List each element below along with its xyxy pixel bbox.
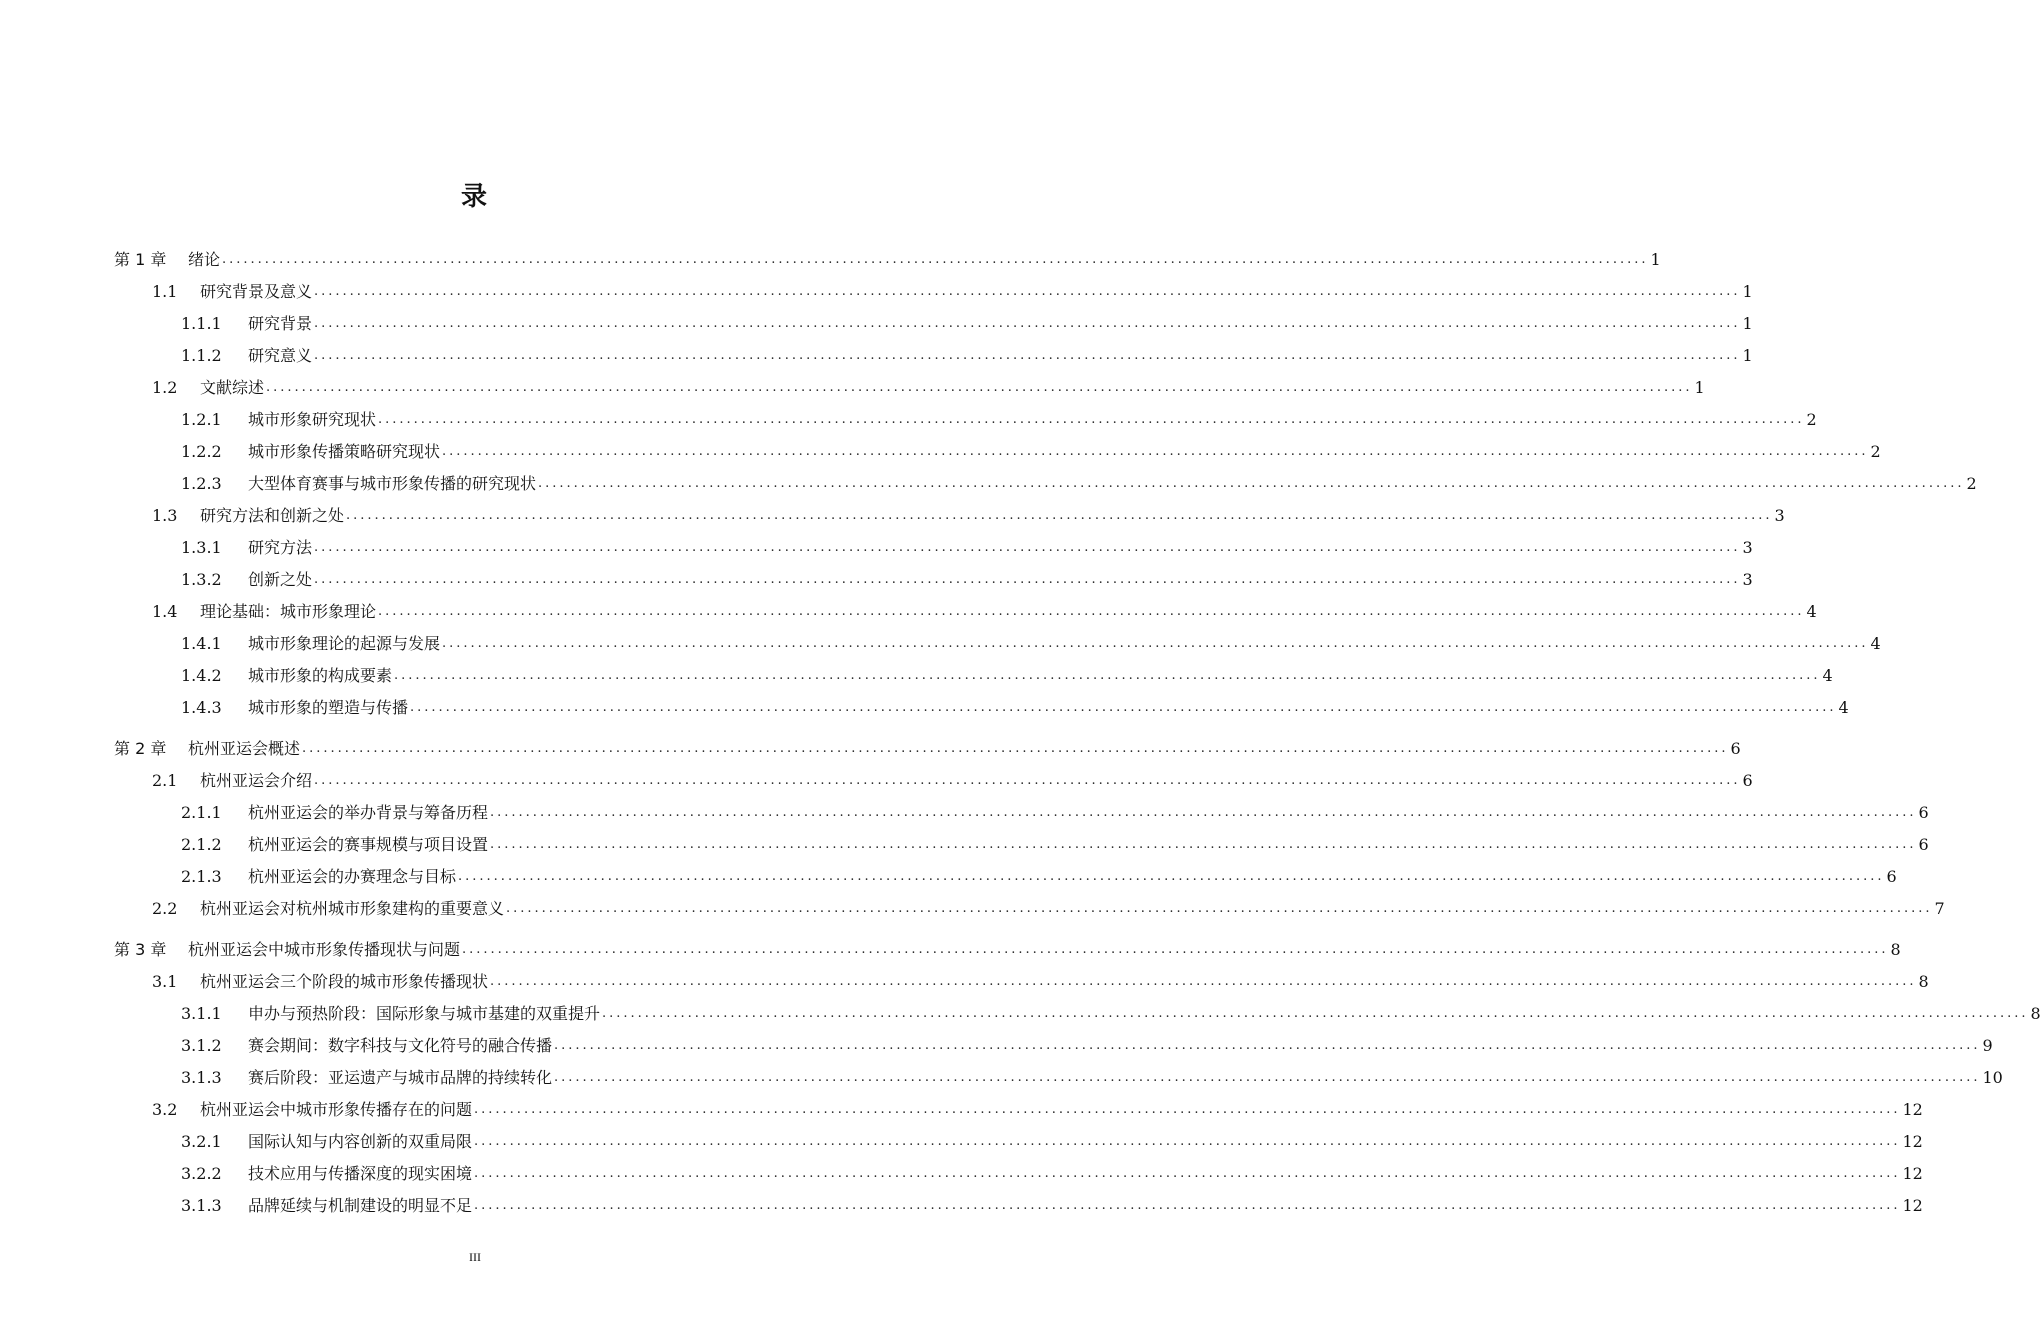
toc-dot-leader: ........................................................................................................................................................................................................ [490, 974, 1917, 989]
toc-page-number: 1 [1694, 378, 1705, 397]
toc-entry-title: 研究背景 [248, 314, 313, 333]
toc-entry-title: 城市形象传播策略研究现状 [248, 442, 441, 461]
toc-entry-number: 第 2 章 [114, 739, 167, 758]
toc-section-entry[interactable] [0, 966, 1929, 998]
toc-section-entry[interactable] [0, 340, 1753, 372]
page-number: III [469, 1250, 481, 1264]
toc-dot-leader: ........................................................................................................................................................................................................ [378, 412, 1805, 427]
toc-entry-number: 3.2 [152, 1100, 178, 1119]
toc-entry-number: 1.3.1 [181, 538, 222, 557]
toc-page-number: 1 [1742, 314, 1753, 333]
toc-entry-title: 城市形象研究现状 [248, 410, 377, 429]
toc-dot-leader: ........................................................................................................................................................................................................ [474, 1102, 1901, 1117]
toc-section-entry[interactable] [0, 500, 1785, 532]
toc-page-number: 2 [1806, 410, 1817, 429]
toc-page-number: 3 [1742, 538, 1753, 557]
toc-chapter-entry[interactable] [0, 733, 1741, 765]
toc-entry-title: 杭州亚运会的赛事规模与项目设置 [248, 835, 489, 854]
toc-section-entry[interactable] [0, 532, 1753, 564]
toc-page-number: 1 [1650, 250, 1661, 269]
toc-page-number: 6 [1886, 867, 1897, 886]
toc-entry-title: 文献综述 [200, 378, 265, 397]
toc-section-entry[interactable] [0, 1030, 1993, 1062]
toc-entry-title: 研究方法 [248, 538, 313, 557]
toc-section-entry[interactable] [0, 660, 1833, 692]
toc-section-entry[interactable] [0, 1158, 1923, 1190]
toc-entry-number: 1.3 [152, 506, 178, 525]
toc-dot-leader: ........................................................................................................................................................................................................ [314, 284, 1741, 299]
toc-section-entry[interactable] [0, 797, 1929, 829]
toc-dot-leader: ........................................................................................................................................................................................................ [346, 508, 1773, 523]
toc-entry-title: 城市形象理论的起源与发展 [248, 634, 441, 653]
toc-page-number: 12 [1902, 1164, 1923, 1183]
toc-page-number: 8 [1918, 972, 1929, 991]
toc-section-entry[interactable] [0, 1126, 1923, 1158]
toc-entry-number: 3.1 [152, 972, 178, 991]
toc-section-entry[interactable] [0, 861, 1897, 893]
toc-dot-leader: ........................................................................................................................................................................................................ [538, 476, 1965, 491]
toc-dot-leader: ........................................................................................................................................................................................................ [302, 741, 1729, 756]
toc-section-entry[interactable] [0, 468, 1977, 500]
toc-section-entry[interactable] [0, 596, 1817, 628]
toc-section-entry[interactable] [0, 998, 2041, 1030]
toc-page-number: 6 [1730, 739, 1741, 758]
toc-section-entry[interactable] [0, 564, 1753, 596]
toc-dot-leader: ........................................................................................................................................................................................................ [474, 1198, 1901, 1213]
toc-dot-leader: ........................................................................................................................................................................................................ [506, 901, 1933, 916]
toc-page-number: 1 [1742, 346, 1753, 365]
toc-page-number: 3 [1742, 570, 1753, 589]
toc-page-number: 4 [1838, 698, 1849, 717]
toc-section-entry[interactable] [0, 404, 1817, 436]
toc-entry-number: 3.2.1 [181, 1132, 222, 1151]
toc-dot-leader: ........................................................................................................................................................................................................ [554, 1070, 1981, 1085]
toc-entry-title: 大型体育赛事与城市形象传播的研究现状 [248, 474, 537, 493]
toc-page-number: 10 [1982, 1068, 2003, 1087]
toc-entry-title: 杭州亚运会中城市形象传播存在的问题 [200, 1100, 473, 1119]
toc-dot-leader: ........................................................................................................................................................................................................ [314, 348, 1741, 363]
toc-page-number: 3 [1774, 506, 1785, 525]
toc-entry-number: 1.3.2 [181, 570, 222, 589]
toc-section-entry[interactable] [0, 765, 1753, 797]
toc-entry-title: 创新之处 [248, 570, 313, 589]
toc-entry-title: 杭州亚运会概述 [188, 739, 301, 758]
toc-dot-leader: ........................................................................................................................................................................................................ [442, 636, 1869, 651]
toc-section-entry[interactable] [0, 1062, 2003, 1094]
toc-entry-number: 2.1.2 [181, 835, 222, 854]
toc-dot-leader: ........................................................................................................................................................................................................ [314, 572, 1741, 587]
toc-dot-leader: ........................................................................................................................................................................................................ [462, 942, 1889, 957]
toc-entry-number: 第 1 章 [114, 250, 167, 269]
toc-dot-leader: ........................................................................................................................................................................................................ [314, 540, 1741, 555]
toc-page-number: 12 [1902, 1100, 1923, 1119]
toc-entry-title: 杭州亚运会三个阶段的城市形象传播现状 [200, 972, 489, 991]
toc-dot-leader: ........................................................................................................................................................................................................ [394, 668, 1821, 683]
toc-entry-number: 1.2.1 [181, 410, 222, 429]
toc-entry-number: 2.2 [152, 899, 178, 918]
toc-page-number: 12 [1902, 1196, 1923, 1215]
toc-section-entry[interactable] [0, 1094, 1923, 1126]
toc-dot-leader: ........................................................................................................................................................................................................ [314, 773, 1741, 788]
toc-title: 录 [460, 182, 489, 212]
toc-dot-leader: ........................................................................................................................................................................................................ [442, 444, 1869, 459]
toc-page-number: 9 [1982, 1036, 1993, 1055]
toc-entry-number: 2.1.1 [181, 803, 222, 822]
toc-entry-number: 第 3 章 [114, 940, 167, 959]
toc-entry-title: 技术应用与传播深度的现实困境 [248, 1164, 473, 1183]
toc-entry-number: 1.1.1 [181, 314, 222, 333]
toc-entry-number: 3.2.2 [181, 1164, 222, 1183]
toc-dot-leader: ........................................................................................................................................................................................................ [602, 1006, 2029, 1021]
toc-entry-title: 国际认知与内容创新的双重局限 [248, 1132, 473, 1151]
toc-section-entry[interactable] [0, 372, 1705, 404]
toc-page-number: 8 [1890, 940, 1901, 959]
toc-section-entry[interactable] [0, 829, 1929, 861]
toc-page-number: 6 [1742, 771, 1753, 790]
toc-entry-title: 城市形象的塑造与传播 [248, 698, 409, 717]
toc-entry-number: 2.1 [152, 771, 178, 790]
toc-chapter-entry[interactable] [0, 934, 1901, 966]
toc-dot-leader: ........................................................................................................................................................................................................ [474, 1134, 1901, 1149]
toc-entry-title: 赛会期间：数字科技与文化符号的融合传播 [248, 1036, 553, 1055]
toc-dot-leader: ........................................................................................................................................................................................................ [378, 604, 1805, 619]
toc-entry-number: 1.4.2 [181, 666, 222, 685]
toc-section-entry[interactable] [0, 1190, 1923, 1222]
toc-section-entry[interactable] [0, 692, 1849, 724]
toc-entry-number: 1.2.3 [181, 474, 222, 493]
toc-entry-title: 理论基础：城市形象理论 [200, 602, 377, 621]
toc-entry-number: 3.1.2 [181, 1036, 222, 1055]
toc-entry-number: 1.1.2 [181, 346, 222, 365]
toc-chapter-entry[interactable] [0, 244, 1661, 276]
toc-entry-number: 1.1 [152, 282, 178, 301]
toc-page-number: 7 [1934, 899, 1945, 918]
toc-page-number: 6 [1918, 803, 1929, 822]
toc-entry-number: 1.4.1 [181, 634, 222, 653]
toc-entry-number: 3.1.3 [181, 1196, 222, 1215]
toc-section-entry[interactable] [0, 628, 1881, 660]
toc-entry-title: 城市形象的构成要素 [248, 666, 393, 685]
toc-entry-number: 3.1.3 [181, 1068, 222, 1087]
toc-entry-number: 1.2 [152, 378, 178, 397]
toc-entry-number: 1.4.3 [181, 698, 222, 717]
toc-entry-title: 研究背景及意义 [200, 282, 313, 301]
toc-section-entry[interactable] [0, 436, 1881, 468]
toc-entry-title: 品牌延续与机制建设的明显不足 [248, 1196, 473, 1215]
toc-entry-title: 杭州亚运会的办赛理念与目标 [248, 867, 457, 886]
toc-entry-title: 杭州亚运会介绍 [200, 771, 313, 790]
toc-dot-leader: ........................................................................................................................................................................................................ [314, 316, 1741, 331]
toc-entry-number: 3.1.1 [181, 1004, 222, 1023]
toc-dot-leader: ........................................................................................................................................................................................................ [490, 805, 1917, 820]
toc-page-number: 12 [1902, 1132, 1923, 1151]
toc-page-number: 2 [1966, 474, 1977, 493]
toc-section-entry[interactable] [0, 308, 1753, 340]
toc-entry-title: 杭州亚运会的举办背景与筹备历程 [248, 803, 489, 822]
toc-entry-title: 杭州亚运会中城市形象传播现状与问题 [188, 940, 461, 959]
toc-page-number: 2 [1870, 442, 1881, 461]
toc-entry-title: 申办与预热阶段：国际形象与城市基建的双重提升 [248, 1004, 601, 1023]
toc-dot-leader: ........................................................................................................................................................................................................ [222, 252, 1649, 267]
toc-page-number: 6 [1918, 835, 1929, 854]
toc-section-entry[interactable] [0, 893, 1945, 925]
toc-entry-title: 赛后阶段：亚运遗产与城市品牌的持续转化 [248, 1068, 553, 1087]
toc-entry-title: 研究方法和创新之处 [200, 506, 345, 525]
table-of-contents [0, 244, 2041, 1222]
toc-entry-title: 杭州亚运会对杭州城市形象建构的重要意义 [200, 899, 505, 918]
toc-entry-number: 1.4 [152, 602, 178, 621]
toc-dot-leader: ........................................................................................................................................................................................................ [474, 1166, 1901, 1181]
toc-section-entry[interactable] [0, 276, 1753, 308]
toc-entry-number: 1.2.2 [181, 442, 222, 461]
toc-entry-title: 研究意义 [248, 346, 313, 365]
toc-dot-leader: ........................................................................................................................................................................................................ [266, 380, 1693, 395]
toc-entry-number: 2.1.3 [181, 867, 222, 886]
toc-dot-leader: ........................................................................................................................................................................................................ [458, 869, 1885, 884]
toc-page-number: 8 [2030, 1004, 2041, 1023]
toc-page-number: 4 [1870, 634, 1881, 653]
toc-dot-leader: ........................................................................................................................................................................................................ [554, 1038, 1981, 1053]
toc-page-number: 1 [1742, 282, 1753, 301]
toc-page-number: 4 [1806, 602, 1817, 621]
toc-page-number: 4 [1822, 666, 1833, 685]
toc-entry-title: 绪论 [188, 250, 221, 269]
toc-dot-leader: ........................................................................................................................................................................................................ [490, 837, 1917, 852]
toc-dot-leader: ........................................................................................................................................................................................................ [410, 700, 1837, 715]
